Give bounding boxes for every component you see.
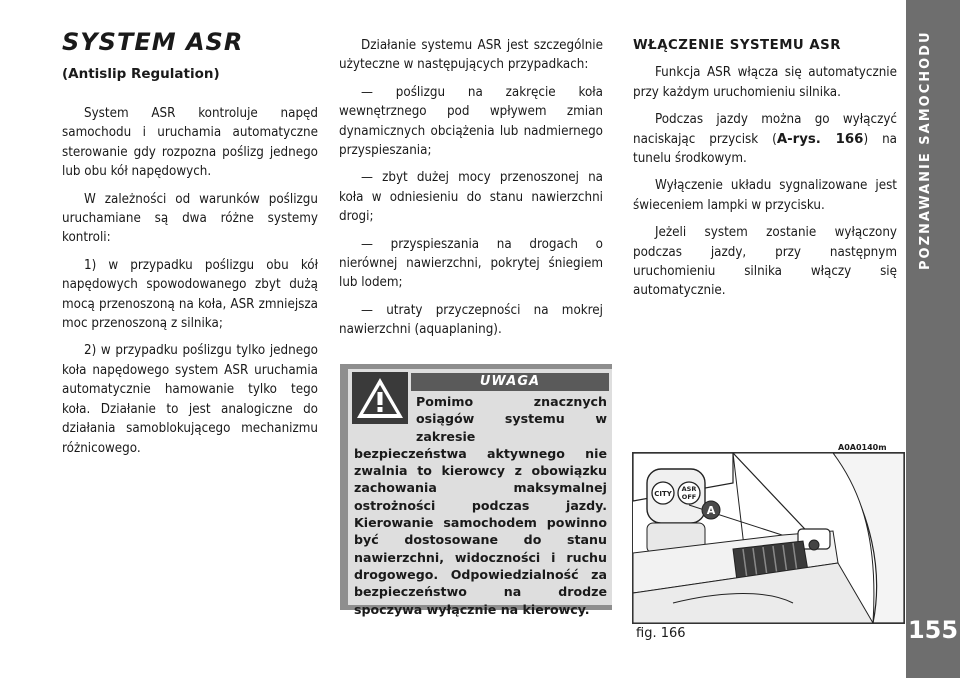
warning-text-first: Pomimo znacznych osiągów systemu w zakresie bbox=[416, 394, 607, 444]
figure-166 bbox=[632, 452, 905, 624]
figure-code: A0A0140m bbox=[838, 443, 887, 452]
warning-text-rest: bezpieczeństwa aktywnego nie zwalnia to kierowcy z obowiązku zachowania maksymalnej ostrożności podczas jazdy. Kierowanie samochodem powinno być dostosowane do stanu nawierzchni, widoczności i ruchu drogowego. Odpowiedzialność za bezpieczeństwo na drodze spoczywa wyłącznie na kierowcy. bbox=[354, 445, 607, 617]
asr-button-label-1: ASR bbox=[681, 485, 697, 493]
page-number: 155 bbox=[907, 616, 959, 644]
page-subtitle: (Antislip Regulation) bbox=[62, 66, 220, 82]
paragraph: 2) w przypadku poślizgu tylko jednego koła napędowego system ASR uruchamia automatycznie hamowanie tylko tego koła. Działanie to jest analogiczne do działania samoblokującego mechanizmu różnicowego. bbox=[62, 343, 318, 456]
paragraph: System ASR kontroluje napęd samochodu i uruchamia automatyczne sterowanie gdy rozpozna poślizg jednego lub obu kół napędowych. bbox=[62, 106, 318, 180]
paragraph: Jeżeli system zostanie wyłączony podczas jazdy, przy następnym uruchomieniu silnika włączy się automatycznie. bbox=[633, 225, 897, 299]
paragraph: Funkcja ASR włącza się automatycznie przy każdym uruchomieniu silnika. bbox=[633, 65, 897, 100]
section-title: POZNAWANIE SAMOCHODU bbox=[918, 30, 933, 270]
list-item: — utraty przyczepności na mokrej nawierzchni (aquaplaning). bbox=[339, 302, 603, 338]
paragraph bbox=[633, 110, 897, 168]
section-heading: WŁĄCZENIE SYSTEMU ASR bbox=[633, 38, 841, 53]
paragraph-part: Podczas jazdy można go wyłączyć naciskając przycisk ( bbox=[633, 112, 897, 147]
warning-label: UWAGA bbox=[411, 373, 609, 391]
center-console-illustration bbox=[633, 453, 904, 623]
column-2 bbox=[339, 36, 603, 340]
paragraph: Działanie systemu ASR jest szczególnie użyteczne w następujących przypadkach: bbox=[339, 38, 603, 73]
figure-caption: fig. 166 bbox=[636, 626, 686, 641]
warning-text bbox=[354, 393, 607, 618]
callout-a: A bbox=[706, 504, 716, 517]
paragraph: 1) w przypadku poślizgu obu kół napędowych spowodowanego zbyt dużą mocą przenoszoną na koła, ASR zmniejsza moc przenoszoną z silnika; bbox=[62, 257, 318, 332]
asr-button-label-2: OFF bbox=[681, 493, 697, 501]
list-item: — zbyt dużej mocy przenoszonej na koła w odniesieniu do stanu nawierzchni drogi; bbox=[339, 170, 603, 225]
figure-reference: A-rys. 166 bbox=[776, 131, 864, 147]
column-3 bbox=[633, 36, 897, 301]
paragraph: W zależności od warunków poślizgu uruchamiane są dwa różne systemy kontroli: bbox=[62, 191, 318, 246]
list-item: — poślizgu na zakręcie koła wewnętrznego pod wpływem zmian dynamicznych obciążenia lub nadmiernego przyspieszania; bbox=[339, 84, 603, 159]
paragraph: Wyłączenie układu sygnalizowane jest świeceniem lampki w przycisku. bbox=[633, 178, 897, 213]
column-1 bbox=[62, 104, 318, 458]
list-item: — przyspieszania na drogach o nierównej nawierzchni, pokrytej śniegiem lub lodem; bbox=[339, 236, 603, 291]
page-title: SYSTEM ASR bbox=[62, 28, 244, 56]
paragraph-part: ) na tunelu środkowym. bbox=[633, 131, 897, 167]
city-button-label: CITY bbox=[654, 490, 672, 498]
